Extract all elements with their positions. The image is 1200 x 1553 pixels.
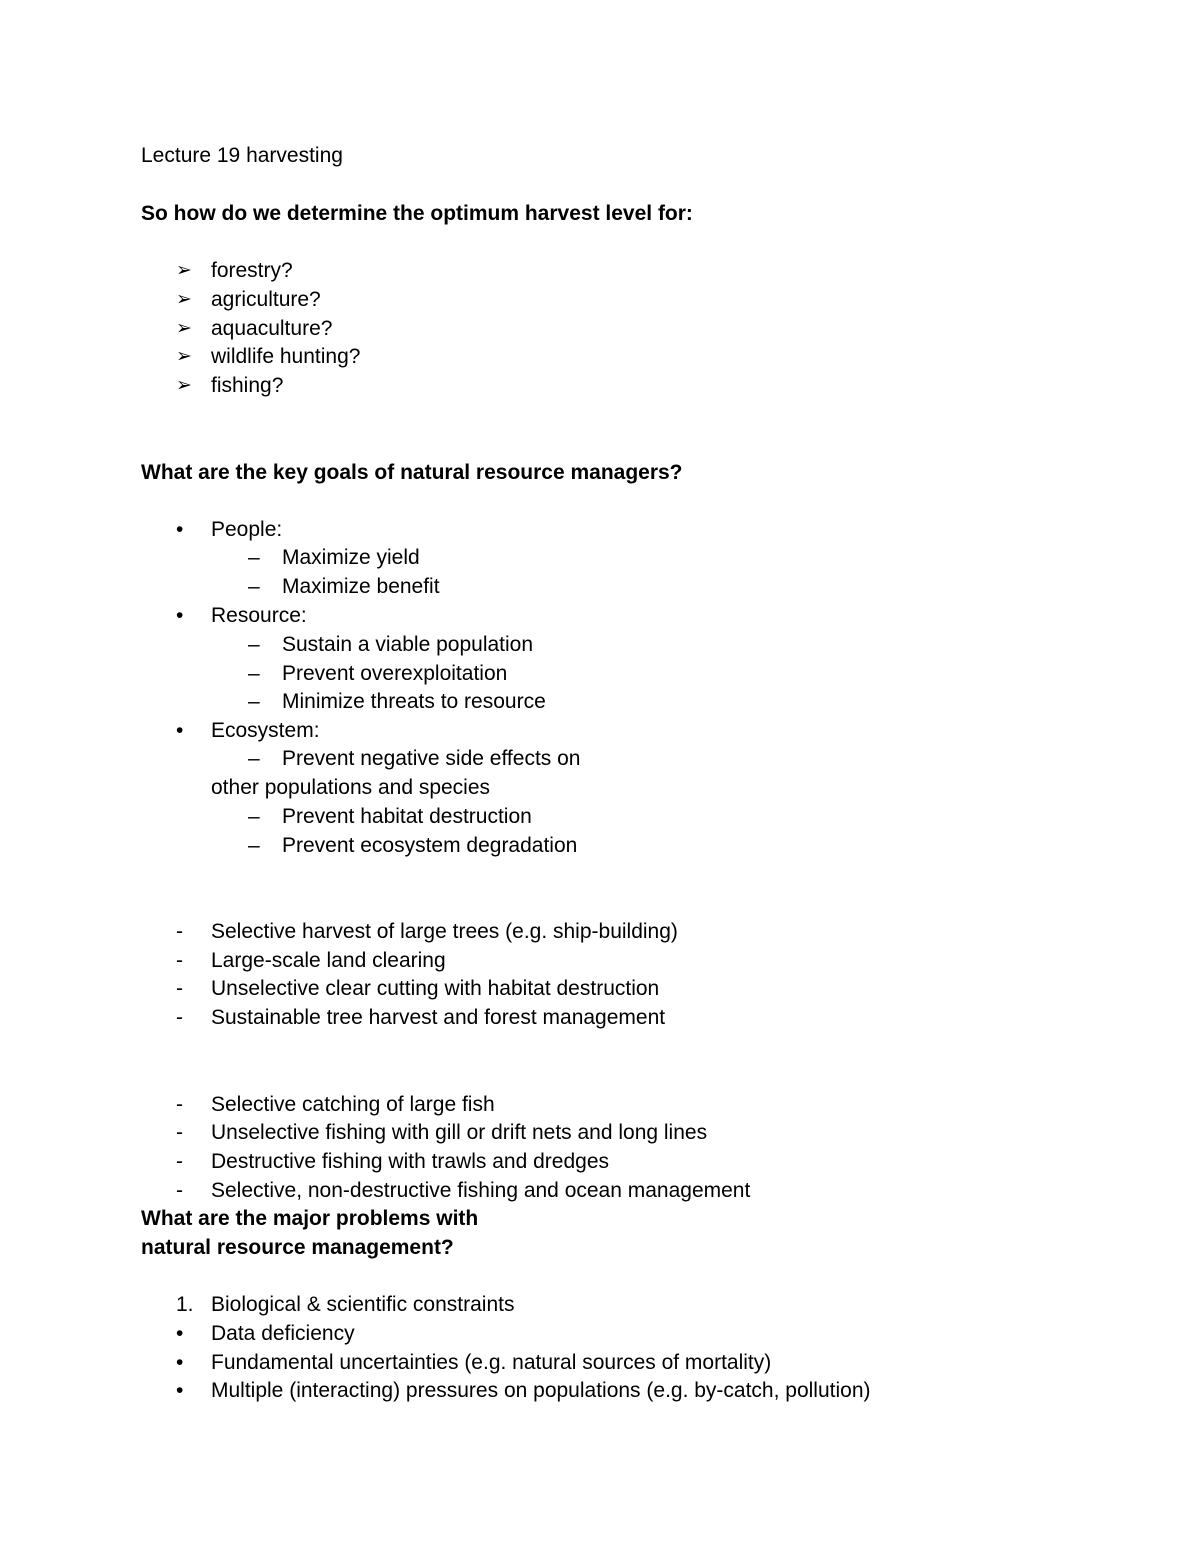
list-item: Multiple (interacting) pressures on populations (e.g. by-catch, pollution): [211, 1379, 871, 1402]
bullet-icon: •: [176, 719, 184, 742]
list-item: fishing?: [211, 374, 284, 397]
arrow-bullet-icon: ➢: [176, 289, 192, 310]
list-item: Fundamental uncertainties (e.g. natural sources of mortality): [211, 1351, 772, 1374]
question-major-problems: What are the major problems with: [141, 1207, 479, 1230]
bullet-icon: •: [176, 518, 184, 541]
hyphen-icon: -: [176, 977, 183, 1000]
hyphen-icon: -: [176, 920, 183, 943]
dash-icon: –: [248, 690, 260, 713]
list-item: Destructive fishing with trawls and dredges: [211, 1150, 610, 1173]
list-item: Large-scale land clearing: [211, 949, 446, 972]
list-item: Data deficiency: [211, 1322, 355, 1345]
list-item: Maximize benefit: [282, 575, 440, 598]
page-title: Lecture 19 harvesting: [141, 144, 343, 167]
list-item: Maximize yield: [282, 546, 420, 569]
list-item: Minimize threats to resource: [282, 690, 546, 713]
list-item: agriculture?: [211, 288, 321, 311]
list-item: Prevent negative side effects on: [282, 747, 581, 770]
arrow-bullet-icon: ➢: [176, 260, 192, 281]
hyphen-icon: -: [176, 1179, 183, 1202]
dash-icon: –: [248, 575, 260, 598]
list-item-continuation: other populations and species: [211, 776, 491, 799]
dash-icon: –: [248, 662, 260, 685]
hyphen-icon: -: [176, 1150, 183, 1173]
list-item: Selective harvest of large trees (e.g. ship-building): [211, 920, 678, 943]
dash-icon: –: [248, 546, 260, 569]
goal-ecosystem: Ecosystem:: [211, 719, 320, 742]
list-item: Unselective fishing with gill or drift nets and long lines: [211, 1121, 708, 1144]
arrow-bullet-icon: ➢: [176, 375, 192, 396]
list-item: Prevent overexploitation: [282, 662, 508, 685]
bullet-icon: •: [176, 1322, 184, 1345]
arrow-bullet-icon: ➢: [176, 318, 192, 339]
arrow-bullet-icon: ➢: [176, 346, 192, 367]
question-harvest-level: So how do we determine the optimum harvest level for:: [141, 202, 693, 225]
list-item: Prevent ecosystem degradation: [282, 834, 578, 857]
list-item: Sustainable tree harvest and forest management: [211, 1006, 666, 1029]
dash-icon: –: [248, 805, 260, 828]
list-item: forestry?: [211, 259, 293, 282]
hyphen-icon: -: [176, 1006, 183, 1029]
list-item: Selective, non-destructive fishing and ocean management: [211, 1179, 751, 1202]
question-major-problems-cont: natural resource management?: [141, 1236, 454, 1259]
list-item: Sustain a viable population: [282, 633, 534, 656]
hyphen-icon: -: [176, 949, 183, 972]
number-marker: 1.: [176, 1293, 194, 1316]
list-item: Unselective clear cutting with habitat destruction: [211, 977, 660, 1000]
dash-icon: –: [248, 834, 260, 857]
bullet-icon: •: [176, 604, 184, 627]
list-item: Prevent habitat destruction: [282, 805, 532, 828]
hyphen-icon: -: [176, 1121, 183, 1144]
bullet-icon: •: [176, 1351, 184, 1374]
list-item: Biological & scientific constraints: [211, 1293, 515, 1316]
list-item: aquaculture?: [211, 317, 333, 340]
question-key-goals: What are the key goals of natural resource managers?: [141, 461, 683, 484]
dash-icon: –: [248, 633, 260, 656]
list-item: wildlife hunting?: [211, 345, 361, 368]
goal-resource: Resource:: [211, 604, 307, 627]
list-item: Selective catching of large fish: [211, 1093, 495, 1116]
dash-icon: –: [248, 747, 260, 770]
goal-people: People:: [211, 518, 283, 541]
hyphen-icon: -: [176, 1093, 183, 1116]
bullet-icon: •: [176, 1379, 184, 1402]
